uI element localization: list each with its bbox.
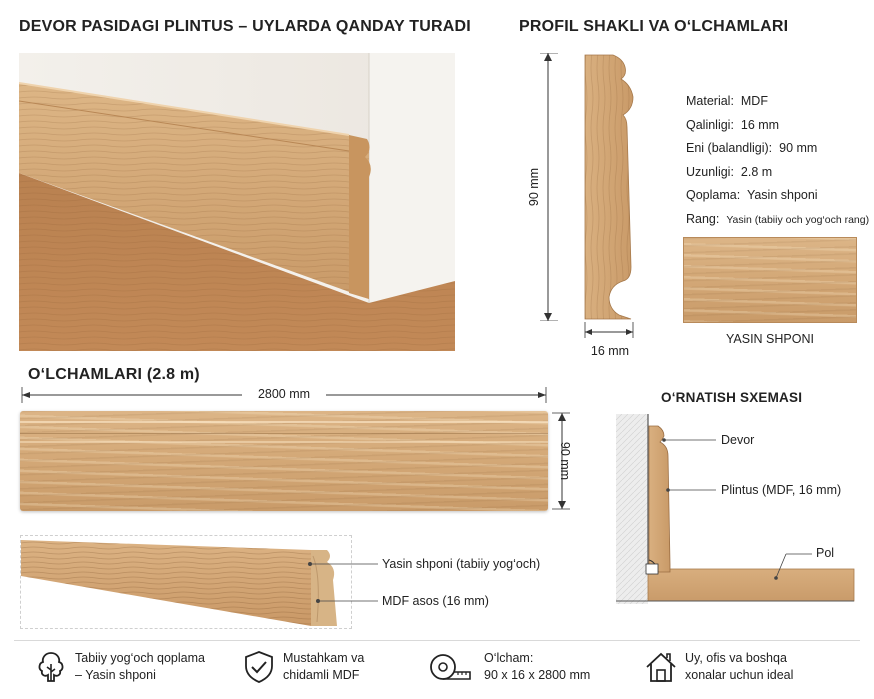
features-divider <box>14 640 860 641</box>
tree-icon <box>34 650 68 684</box>
feature-size <box>428 650 628 690</box>
installation-section-title: O‘RNATISH SXEMASI <box>661 390 803 405</box>
feature-natural-wood <box>34 650 234 690</box>
feature-1-line1: Tabiiy yog‘och qoplama <box>75 651 205 665</box>
veneer-swatch-label: YASIN SHPONI <box>726 332 814 346</box>
install-label-floor: Pol <box>816 546 835 560</box>
plinth-board-front <box>20 411 548 511</box>
callout-veneer: Yasin shponi (tabiiy yog‘och) <box>382 557 541 571</box>
feature-4-line2: xonalar uchun ideal <box>685 668 794 682</box>
feature-2-line2: chidamli MDF <box>283 668 360 682</box>
house-icon <box>644 650 678 684</box>
dimensions-section-title: O‘LCHAMLARI (2.8 m) <box>28 366 200 383</box>
profile-width-label: 16 mm <box>590 344 630 358</box>
feature-4-line1: Uy, ofis va boshqa <box>685 651 787 665</box>
spec-row-material: Material: MDF <box>686 94 768 108</box>
room-photo <box>19 53 455 351</box>
board-height-label: 90 mm <box>558 441 572 481</box>
profile-section-title: PROFIL SHAKLI VA O‘LCHAMLARI <box>519 18 789 35</box>
profile-cross-section <box>583 53 643 323</box>
room-section-title: DEVOR PASIDAGI PLINTUS – UYLARDA QANDAY TURADI <box>19 18 471 35</box>
feature-durable <box>242 650 422 690</box>
feature-ideal-for <box>644 648 864 690</box>
profile-height-arrow <box>538 53 558 321</box>
profile-height-dimension <box>538 53 558 321</box>
spec-row-color: Rang: Yasin (tabiiy och yog‘och rang) <box>686 211 870 226</box>
veneer-swatch <box>683 237 857 323</box>
callout-lines <box>300 555 380 605</box>
spec-row-thickness: Qalinligi: 16 mm <box>686 117 780 132</box>
spec-row-length: Uzunligi: 2.8 m <box>686 164 773 179</box>
feature-3-line2: 90 x 16 x 2800 mm <box>484 668 591 682</box>
profile-height-label: 90 mm <box>527 167 541 207</box>
callout-mdf: MDF asos (16 mm) <box>382 594 489 608</box>
room-illustration <box>19 53 455 351</box>
shield-check-icon <box>242 650 276 684</box>
feature-2-line1: Mustahkam va <box>283 651 365 665</box>
install-label-wall: Devor <box>721 433 755 447</box>
feature-3-line1: O‘lcham: <box>484 651 534 665</box>
profile-width-dimension <box>583 322 635 342</box>
length-label: 2800 mm <box>257 387 311 401</box>
feature-1-line2: – Yasin shponi <box>75 668 156 682</box>
tape-measure-icon <box>428 650 472 684</box>
spec-row-height: Eni (balandligi): 90 mm <box>686 141 818 155</box>
install-label-plinth: Plintus (MDF, 16 mm) <box>721 483 842 497</box>
spec-row-coating: Qoplama: Yasin shponi <box>686 188 818 202</box>
spec-list <box>686 91 872 232</box>
